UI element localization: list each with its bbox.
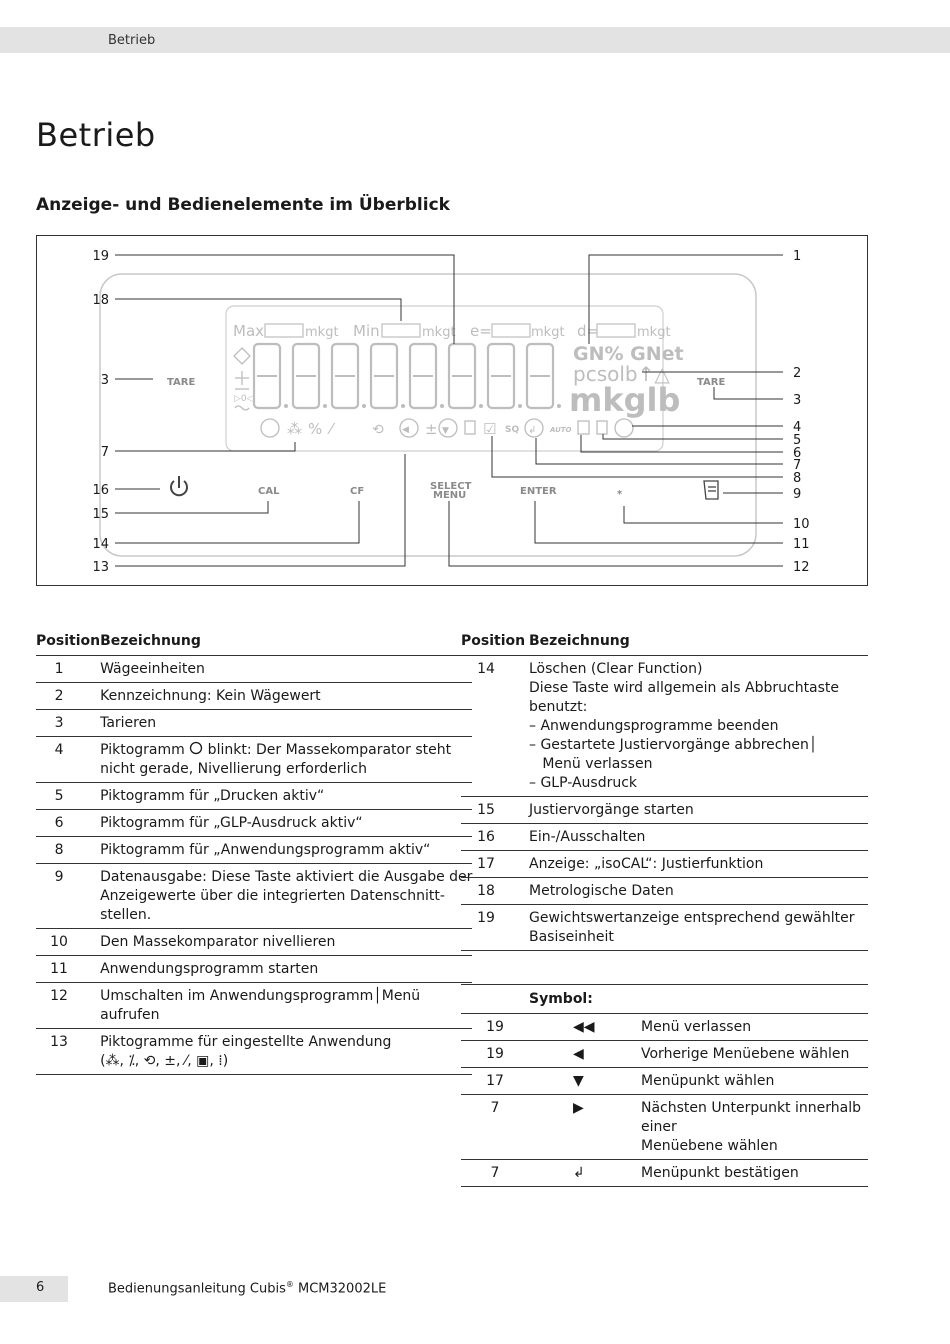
table-row [36, 810, 472, 837]
table-row [36, 956, 472, 983]
name-line: (⁂, ⁒, ⟲, ±, ⁄, ▣, ⁞) [100, 1053, 229, 1069]
name-cell [529, 824, 868, 851]
symbol-icon: ▼ [573, 1068, 641, 1095]
decimal-point [362, 404, 366, 408]
table-row [36, 656, 472, 683]
symbol-row [461, 1095, 868, 1160]
symbol-icon: ↲ [573, 1160, 641, 1187]
callout-right-1: 1 [793, 249, 802, 264]
decimal-point [557, 404, 561, 408]
name-line: Wägeeinheiten [100, 661, 205, 677]
level-icon [189, 742, 203, 758]
name-cell [100, 656, 472, 683]
name-cell [100, 837, 472, 864]
name-cell [100, 864, 472, 929]
callout-right-11: 11 [793, 537, 810, 552]
callout-right-10: 10 [793, 517, 810, 532]
symbol-description [641, 1160, 868, 1187]
display-overview-figure [36, 235, 868, 586]
display-pcs: pcsolb↑△ [573, 362, 670, 386]
display-auto: AUTO [550, 426, 572, 434]
symbol-row [461, 1068, 868, 1095]
symbol-label: Symbol: [529, 991, 593, 1007]
symbol-description [641, 1041, 868, 1068]
svg-text:%: % [308, 420, 323, 438]
position-cell: 18 [461, 878, 529, 905]
svg-text:▷0◁: ▷0◁ [234, 394, 254, 404]
svg-text:⁂: ⁂ [287, 420, 302, 438]
footer-text: Bedienungsanleitung Cubis® MCM32002LE [108, 1280, 387, 1297]
svg-text:⟲: ⟲ [372, 422, 384, 438]
symbol-description [641, 1068, 868, 1095]
table-row [36, 683, 472, 710]
name-line: – GLP-Ausdruck [529, 775, 638, 791]
callout-right-3: 3 [793, 393, 802, 408]
name-line: Diese Taste wird allgemein als Abbruchtaste [529, 680, 840, 696]
position-cell: 2 [36, 683, 100, 710]
name-line: Löschen (Clear Function) [529, 661, 703, 677]
symbol-icon: ◀ [573, 1041, 641, 1068]
header-position: Position [461, 632, 529, 656]
main-digits [254, 344, 561, 408]
menu-key-label: MENU [433, 490, 467, 501]
name-line: Anzeigewerte über die integrierten Datenschnitt- [100, 888, 445, 904]
display-diagram [37, 236, 869, 587]
decimal-point [518, 404, 522, 408]
name-cell [100, 737, 472, 783]
symbol-position: 7 [461, 1095, 573, 1160]
callout-right-7: 7 [793, 458, 802, 473]
page-number: 6 [36, 1280, 45, 1295]
symbol-description-line: Menüebene wählen [641, 1138, 778, 1154]
star-key: * [617, 489, 623, 500]
svg-text:↲: ↲ [528, 425, 537, 436]
section-title: Anzeige- und Bedienelemente im Überblick [36, 195, 450, 215]
callout-left-16: 16 [92, 483, 109, 498]
running-header [0, 27, 950, 53]
name-line: Basiseinheit [529, 929, 614, 945]
name-line: Den Massekomparator nivellieren [100, 934, 336, 950]
cf-key: CF [350, 486, 365, 497]
name-line: Metrologische Daten [529, 883, 674, 899]
display-d: d= [577, 322, 600, 340]
svg-text:SQ: SQ [505, 425, 520, 435]
page-title: Betrieb [36, 116, 156, 154]
position-cell: 13 [36, 1029, 100, 1075]
symbol-description-line: Nächsten Unterpunkt innerhalb einer [641, 1100, 861, 1135]
name-cell [529, 878, 868, 905]
name-line: Gewichtswertanzeige entsprechend gewählter [529, 910, 855, 926]
name-cell [100, 710, 472, 737]
position-cell: 9 [36, 864, 100, 929]
name-line: stellen. [100, 907, 152, 923]
symbol-position: 19 [461, 1014, 573, 1041]
callout-right-4: 4 [793, 420, 802, 435]
display-unit-3: mkgt [531, 325, 565, 340]
position-cell: 3 [36, 710, 100, 737]
name-cell [529, 797, 868, 824]
name-line: nicht gerade, Nivellierung erforderlich [100, 761, 367, 777]
callouts-right [793, 249, 810, 575]
name-line: Anwendungsprogramm starten [100, 961, 319, 977]
symbol-description [641, 1014, 868, 1041]
print-icon [704, 481, 718, 499]
symbol-icon: ▶ [573, 1095, 641, 1160]
symbol-icon: ◀◀ [573, 1014, 641, 1041]
svg-text:±: ± [425, 420, 438, 438]
svg-text:☑: ☑ [483, 420, 497, 438]
name-line: Menü verlassen [529, 756, 653, 772]
callout-left-15: 15 [92, 507, 109, 522]
table-row [36, 710, 472, 737]
tare-key-left: TARE [167, 377, 196, 388]
table-right [461, 632, 868, 985]
symbol-row [461, 1041, 868, 1068]
display-unit-2: mkgt [422, 325, 456, 340]
decimal-point [440, 404, 444, 408]
position-cell: 14 [461, 656, 529, 797]
symbol-description-line: Menüpunkt wählen [641, 1073, 775, 1089]
display-min: Min [353, 322, 380, 340]
table-row [36, 1029, 472, 1075]
table-row [36, 983, 472, 1029]
table-row [461, 878, 868, 905]
table-row [461, 797, 868, 824]
position-cell: 1 [36, 656, 100, 683]
cal-key: CAL [258, 486, 280, 497]
symbol-row [461, 1014, 868, 1041]
symbol-table [461, 1013, 868, 1187]
display-units: mkglb [569, 381, 681, 419]
position-cell: 15 [461, 797, 529, 824]
symbol-position: 19 [461, 1041, 573, 1068]
table-row [36, 783, 472, 810]
position-cell: 10 [36, 929, 100, 956]
name-line: – Anwendungsprogramme beenden [529, 718, 779, 734]
header-position: Position [36, 632, 100, 656]
display-gn: GN% GNet [573, 343, 684, 365]
callout-right-6: 6 [793, 446, 802, 461]
display-unit-4: mkgt [637, 325, 671, 340]
name-cell [529, 851, 868, 878]
name-line: Piktogramme für eingestellte Anwendung [100, 1034, 392, 1050]
name-cell [100, 956, 472, 983]
table-row [461, 851, 868, 878]
display-unit-1: mkgt [305, 325, 339, 340]
header-name: Bezeichnung [529, 632, 868, 656]
table-row [36, 837, 472, 864]
name-cell [100, 1029, 472, 1075]
power-icon [171, 476, 187, 495]
callout-right-12: 12 [793, 560, 810, 575]
page-number-box [0, 1276, 68, 1302]
decimal-point [284, 404, 288, 408]
name-line: Justiervorgänge starten [529, 802, 694, 818]
callout-left-7: 7 [100, 445, 109, 460]
table-row [461, 824, 868, 851]
callout-right-2: 2 [793, 366, 802, 381]
name-line: Piktogramm für „GLP-Ausdruck aktiv“ [100, 815, 363, 831]
name-cell [100, 783, 472, 810]
display-e: e= [470, 322, 492, 340]
name-line: Piktogramm für „Anwendungsprogramm aktiv“ [100, 842, 431, 858]
svg-text:⁄: ⁄ [330, 420, 333, 438]
name-line: Ein-/Ausschalten [529, 829, 646, 845]
callout-right-8: 8 [793, 471, 802, 486]
table-row [461, 656, 868, 797]
callout-left-14: 14 [92, 537, 109, 552]
table-row [36, 929, 472, 956]
name-line: Piktogramm für „Drucken aktiv“ [100, 788, 325, 804]
name-line: aufrufen [100, 1007, 160, 1023]
table-row-spacer [461, 951, 868, 985]
position-cell: 11 [36, 956, 100, 983]
callout-left-19: 19 [92, 249, 109, 264]
name-line: Anzeige: „isoCAL“: Justierfunktion [529, 856, 764, 872]
header-name: Bezeichnung [100, 632, 472, 656]
callout-right-5: 5 [793, 433, 802, 448]
display-max: Max [233, 322, 265, 340]
name-cell [100, 683, 472, 710]
callout-left-13: 13 [92, 560, 109, 575]
svg-text:▼: ▼ [442, 426, 449, 436]
name-line: Umschalten im Anwendungsprogramm│Menü [100, 988, 421, 1004]
decimal-point [323, 404, 327, 408]
table-left [36, 632, 472, 1075]
name-line: Tarieren [100, 715, 157, 731]
name-cell [100, 810, 472, 837]
symbol-row [461, 1160, 868, 1187]
select-key-label: SELECT [430, 481, 472, 492]
decimal-point [401, 404, 405, 408]
position-cell: 16 [461, 824, 529, 851]
position-cell: 8 [36, 837, 100, 864]
position-cell: 12 [36, 983, 100, 1029]
position-cell: 5 [36, 783, 100, 810]
name-line: Kennzeichnung: Kein Wägewert [100, 688, 321, 704]
tare-key-right: TARE [697, 377, 726, 388]
position-cell: 6 [36, 810, 100, 837]
name-line: Datenausgabe: Diese Taste aktiviert die Ausgabe der [100, 869, 473, 885]
name-line: benutzt: [529, 699, 588, 715]
running-header-title: Betrieb [108, 33, 156, 48]
name-line: Piktogramm blinkt: Der Massekomparator steht [100, 742, 452, 758]
symbol-description-line: Vorherige Menüebene wählen [641, 1046, 850, 1062]
name-cell [529, 656, 868, 797]
enter-key: ENTER [520, 486, 557, 497]
symbol-description-line: Menü verlassen [641, 1019, 752, 1035]
name-cell [100, 929, 472, 956]
table-row [461, 905, 868, 951]
symbol-position: 7 [461, 1160, 573, 1187]
svg-text:◀: ◀ [402, 425, 409, 435]
name-cell [100, 983, 472, 1029]
position-cell: 4 [36, 737, 100, 783]
callout-left-18: 18 [92, 293, 109, 308]
decimal-point [479, 404, 483, 408]
symbol-position: 17 [461, 1068, 573, 1095]
callout-right-9: 9 [793, 487, 802, 502]
name-cell [529, 905, 868, 951]
table-row [36, 864, 472, 929]
position-cell: 17 [461, 851, 529, 878]
symbol-description [641, 1095, 868, 1160]
callout-left-3: 3 [100, 373, 109, 388]
position-cell: 19 [461, 905, 529, 951]
table-row [36, 737, 472, 783]
name-line: – Gestartete Justiervorgänge abbrechen│ [529, 737, 818, 753]
symbol-description-line: Menüpunkt bestätigen [641, 1165, 799, 1181]
